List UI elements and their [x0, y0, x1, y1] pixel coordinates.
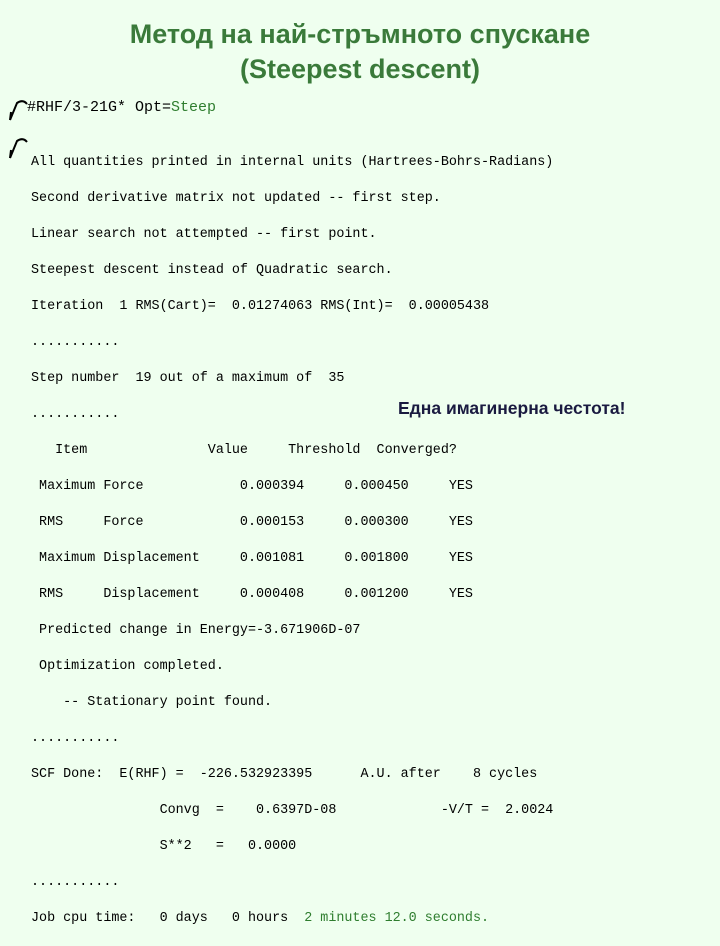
imaginary-frequency-note: Една имагинерна честота!	[398, 398, 626, 418]
output-line: Steepest descent instead of Quadratic search.	[31, 263, 393, 278]
page-subtitle: (Steepest descent)	[239, 54, 481, 84]
route-line	[27, 99, 216, 117]
output-line: ...........	[31, 731, 120, 746]
output-line: Predicted change in Energy=-3.671906D-07	[31, 623, 361, 638]
scf-line: S**2 = 0.0000	[31, 839, 297, 854]
convergence-row: Maximum Displacement 0.001081 0.001800 YES	[31, 551, 473, 566]
output-line: ...........	[31, 407, 120, 422]
convergence-table-header: Item Value Threshold Converged?	[31, 443, 457, 458]
cpu-time-line	[31, 910, 553, 928]
cpu-time-value: 2 minutes 12.0 seconds.	[304, 911, 490, 926]
output-line: Optimization completed.	[31, 659, 224, 674]
output-block	[31, 136, 553, 946]
output-line: ...........	[31, 335, 120, 350]
bullet-icon	[7, 138, 29, 160]
scf-line: Convg = 0.6397D-08 -V/T = 2.0024	[31, 803, 554, 818]
output-line: Linear search not attempted -- first point.	[31, 227, 377, 242]
output-line: Iteration 1 RMS(Cart)= 0.01274063 RMS(Int)= 0.00005438	[31, 299, 490, 314]
output-line: -- Stationary point found.	[31, 695, 273, 710]
output-line: All quantities printed in internal units (Hartrees-Bohrs-Radians)	[31, 155, 554, 170]
output-line: Second derivative matrix not updated -- first step.	[31, 191, 441, 206]
convergence-row: RMS Displacement 0.000408 0.001200 YES	[31, 587, 473, 602]
scf-line: SCF Done: E(RHF) = -226.532923395 A.U. after 8 cycles	[31, 767, 538, 782]
output-line: ...........	[31, 875, 120, 890]
cpu-time-prefix: Job cpu time: 0 days 0 hours	[31, 911, 305, 926]
route-keyword: Steep	[171, 99, 217, 116]
convergence-row: RMS Force 0.000153 0.000300 YES	[31, 515, 473, 530]
bullet-icon	[7, 100, 29, 122]
convergence-row: Maximum Force 0.000394 0.000450 YES	[31, 479, 473, 494]
output-line: Step number 19 out of a maximum of 35	[31, 371, 345, 386]
route-prefix: #RHF/3-21G* Opt=	[27, 99, 172, 116]
page-title: Метод на най-стръмното спускане	[129, 19, 591, 49]
